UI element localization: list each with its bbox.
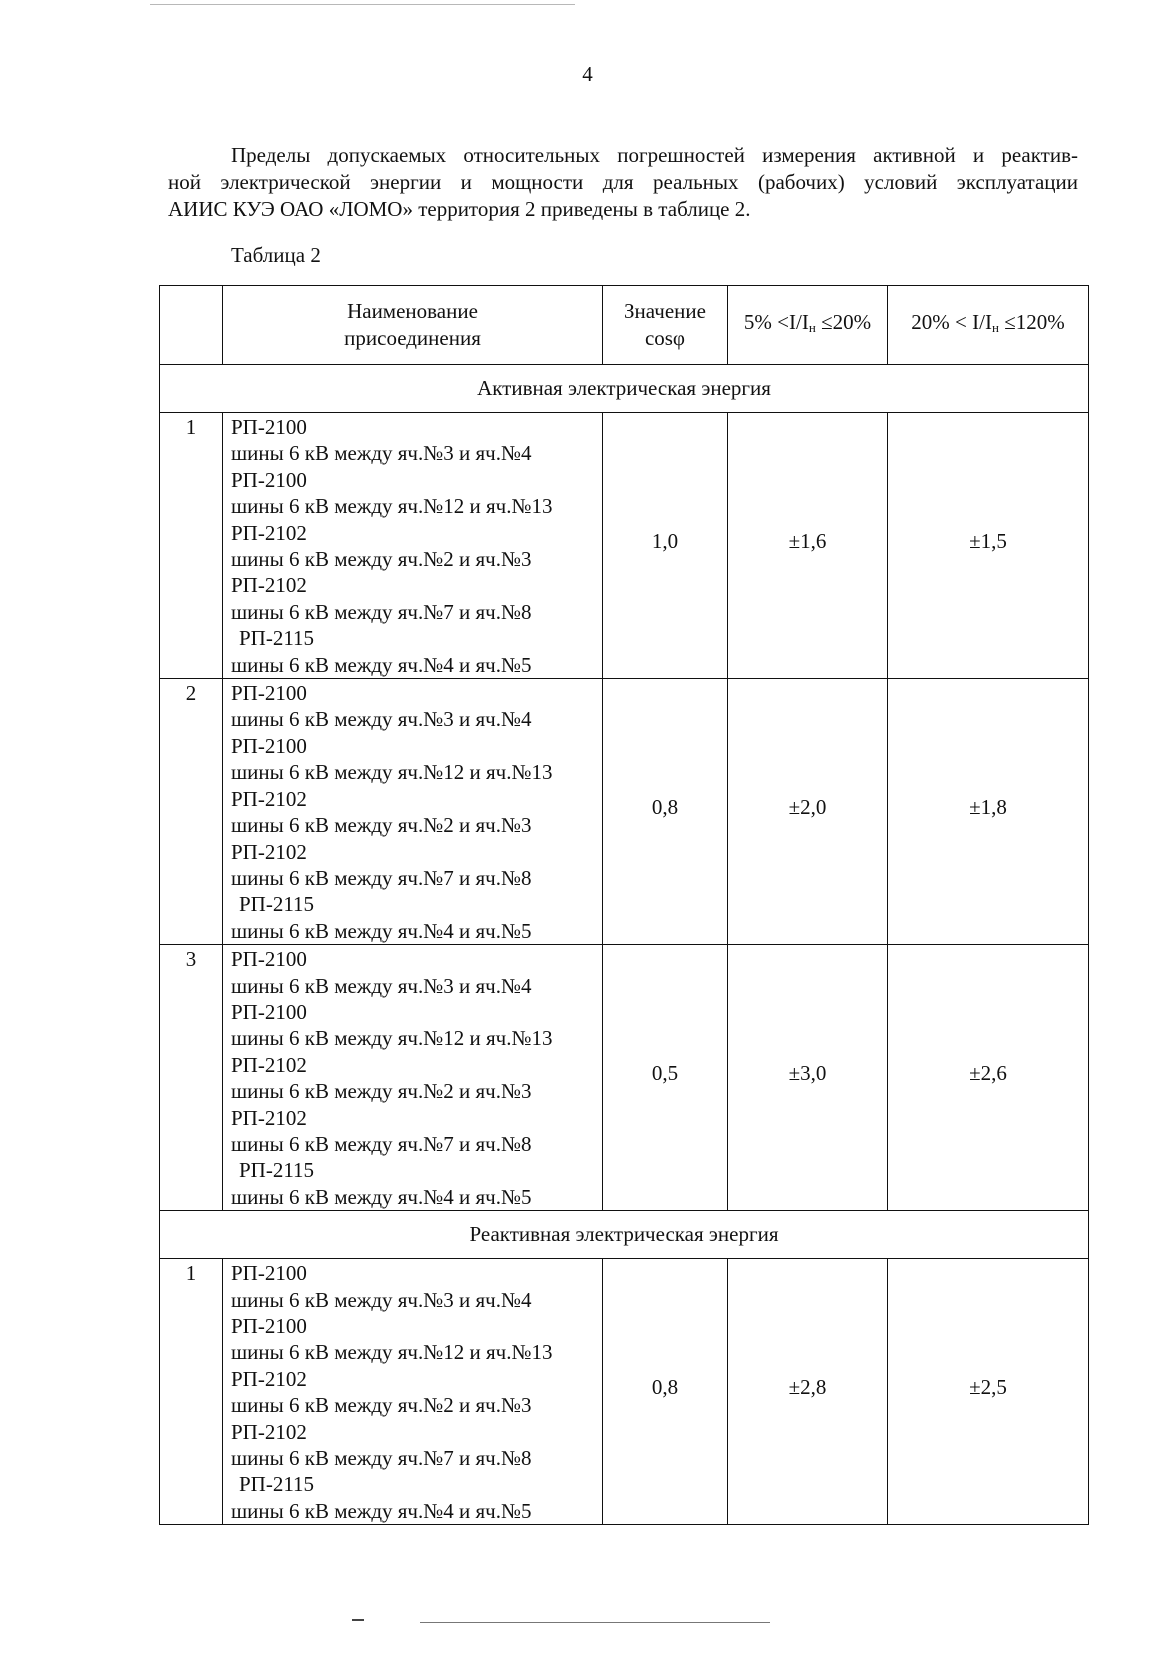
- connection-line: шины 6 кВ между яч.№3 и яч.№4: [231, 707, 532, 732]
- row-number: 1: [160, 413, 223, 679]
- error-20-120-value: ±1,5: [888, 413, 1089, 679]
- connection-line: РП-2102: [231, 1052, 307, 1077]
- connection-line: шины 6 кВ между яч.№7 и яч.№8: [231, 1131, 532, 1156]
- error-5-20-value: ±1,6: [728, 413, 888, 679]
- scan-artifact-bottom-dash: [352, 1619, 364, 1621]
- connection-line: РП-2102: [231, 1419, 307, 1444]
- connection-line: РП-2102: [231, 839, 307, 864]
- error-5-20-value: ±2,0: [728, 679, 888, 945]
- connection-line: шины 6 кВ между яч.№3 и яч.№4: [231, 973, 532, 998]
- header-error-20-120: $20\% < I/I_н \le 120\%$: [888, 286, 1089, 365]
- error-20-120-value: ±2,5: [888, 1259, 1089, 1525]
- table-row: [160, 413, 1089, 679]
- table-header-row: [160, 286, 1089, 365]
- row-number: 3: [160, 945, 223, 1211]
- connection-list: [223, 1259, 603, 1525]
- connection-line: шины 6 кВ между яч.№3 и яч.№4: [231, 1287, 532, 1312]
- connection-line: шины 6 кВ между яч.№7 и яч.№8: [231, 865, 532, 890]
- connection-line: шины 6 кВ между яч.№4 и яч.№5: [231, 1184, 532, 1209]
- header-connection-name: Наименование присоединения: [223, 286, 603, 365]
- intro-line: АИИС КУЭ ОАО «ЛОМО» территория 2 приведены в таблице 2.: [168, 197, 751, 221]
- connection-line: РП-2100: [231, 415, 307, 439]
- connection-line: РП-2100: [231, 947, 307, 972]
- connection-line: РП-2115: [239, 1158, 315, 1183]
- cos-phi-value: 1,0: [603, 413, 728, 679]
- table-row: [160, 1259, 1089, 1525]
- row-number: 1: [160, 1259, 223, 1525]
- header-cos-phi: Значение cosφ: [603, 286, 728, 365]
- connection-line: шины 6 кВ между яч.№2 и яч.№3: [231, 547, 532, 572]
- connection-line: шины 6 кВ между яч.№7 и яч.№8: [231, 599, 532, 624]
- scan-artifact-top: [150, 4, 575, 5]
- header-error-5-20: $5\% <I/I_н \le 20\%$: [728, 286, 888, 365]
- connection-line: РП-2115: [239, 1472, 315, 1497]
- intro-line: Пределы допускаемых относительных погрешностей измерения активной и реактив-: [231, 143, 1078, 167]
- connection-line: РП-2102: [231, 573, 307, 598]
- connection-line: шины 6 кВ между яч.№2 и яч.№3: [231, 1079, 532, 1104]
- cos-phi-value: 0,8: [603, 679, 728, 945]
- connection-line: РП-2100: [231, 681, 307, 706]
- connection-line: РП-2100: [231, 467, 307, 492]
- scan-artifact-bottom: [420, 1622, 770, 1623]
- connection-line: РП-2115: [239, 892, 315, 917]
- connection-line: РП-2100: [231, 999, 307, 1024]
- connection-line: шины 6 кВ между яч.№12 и яч.№13: [231, 760, 553, 785]
- connection-line: РП-2100: [231, 1314, 307, 1338]
- connection-line: РП-2102: [231, 786, 307, 811]
- connection-line: шины 6 кВ между яч.№4 и яч.№5: [231, 1498, 532, 1523]
- table-body: [160, 365, 1089, 1525]
- connection-line: РП-2102: [231, 1105, 307, 1130]
- error-20-120-value: ±1,8: [888, 679, 1089, 945]
- connection-line: шины 6 кВ между яч.№12 и яч.№13: [231, 1340, 553, 1365]
- section-title: Реактивная электрическая энергия: [160, 1211, 1089, 1259]
- intro-line: ной электрической энергии и мощности для реальных (рабочих) условий эксплуатации: [168, 170, 1078, 194]
- table-row: [160, 945, 1089, 1211]
- cos-phi-value: 0,5: [603, 945, 728, 1211]
- cos-phi-value: 0,8: [603, 1259, 728, 1525]
- connection-line: РП-2115: [239, 626, 315, 651]
- section-header-row: [160, 1211, 1089, 1259]
- connection-line: РП-2102: [231, 520, 307, 545]
- connection-line: шины 6 кВ между яч.№7 и яч.№8: [231, 1446, 532, 1471]
- table-row: [160, 679, 1089, 945]
- intro-paragraph: [168, 142, 1078, 223]
- connection-list: [223, 413, 603, 679]
- connection-list: [223, 945, 603, 1211]
- connection-line: РП-2100: [231, 1261, 307, 1286]
- connection-line: шины 6 кВ между яч.№4 и яч.№5: [231, 918, 532, 943]
- header-number: [160, 286, 223, 365]
- row-number: 2: [160, 679, 223, 945]
- section-title: Активная электрическая энергия: [160, 365, 1089, 413]
- connection-line: шины 6 кВ между яч.№2 и яч.№3: [231, 813, 532, 838]
- page-number: 4: [582, 62, 593, 86]
- connection-line: шины 6 кВ между яч.№12 и яч.№13: [231, 494, 553, 519]
- section-header-row: [160, 365, 1089, 413]
- error-limits-table: [159, 285, 1089, 1525]
- error-5-20-value: ±2,8: [728, 1259, 888, 1525]
- connection-list: [223, 679, 603, 945]
- table-caption: Таблица 2: [231, 243, 321, 267]
- error-20-120-value: ±2,6: [888, 945, 1089, 1211]
- connection-line: РП-2100: [231, 733, 307, 758]
- error-5-20-value: ±3,0: [728, 945, 888, 1211]
- connection-line: шины 6 кВ между яч.№2 и яч.№3: [231, 1393, 532, 1418]
- connection-line: шины 6 кВ между яч.№4 и яч.№5: [231, 652, 532, 677]
- connection-line: шины 6 кВ между яч.№3 и яч.№4: [231, 441, 532, 466]
- connection-line: шины 6 кВ между яч.№12 и яч.№13: [231, 1026, 553, 1051]
- connection-line: РП-2102: [231, 1366, 307, 1391]
